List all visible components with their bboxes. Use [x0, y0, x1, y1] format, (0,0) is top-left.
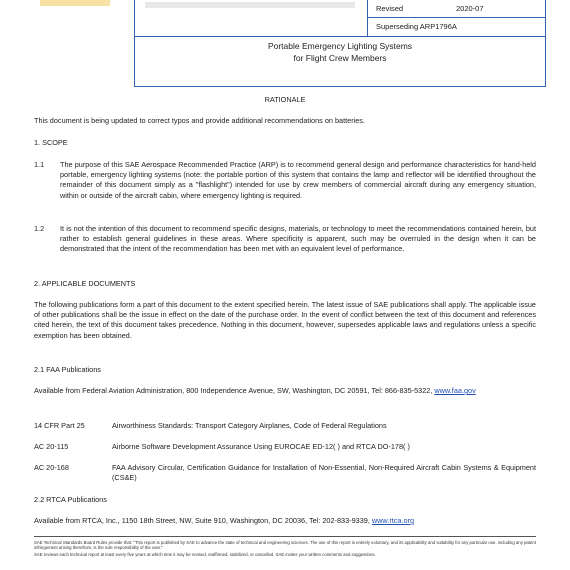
footer-divider	[34, 536, 536, 537]
faa-ref-1-id: 14 CFR Part 25	[34, 421, 85, 430]
superseding-row	[368, 18, 545, 35]
faa-ref-3-title: FAA Advisory Circular, Certification Guidance for Installation of Non-Essential, Non-Required Aircraft Cabin Systems & Equipment (CS&E)	[112, 463, 536, 483]
faa-ref-2-title: Airborne Software Development Assurance Using EUROCAE ED-12( ) and RTCA DO-178( )	[112, 442, 410, 451]
header-blurred-text	[145, 2, 355, 8]
title-line-2: for Flight Crew Members	[293, 53, 387, 63]
revised-label: Revised	[376, 4, 404, 13]
faa-ref-2-id: AC 20-115	[34, 442, 69, 451]
rtca-publications-heading: 2.2 RTCA Publications	[34, 495, 107, 504]
scope-1-1-number: 1.1	[34, 160, 45, 169]
footer-disclaimer-1: SAE Technical Standards Board Rules provide that: "This report is published by SAE to advance the state of technical and engineering sciences. The use of this report is entirely voluntary, and its applicability and suitability for any particular use, including any patent infringement arising therefrom, is the sole responsibility of the user."	[34, 540, 536, 551]
sae-logo	[40, 0, 110, 6]
applicable-documents-heading: 2. APPLICABLE DOCUMENTS	[34, 279, 136, 288]
rationale-body: This document is being updated to correct typos and provide additional recommendations on batteries.	[34, 116, 365, 125]
faa-website-link[interactable]: www.faa.gov	[434, 386, 476, 395]
document-header	[134, 0, 546, 87]
scope-1-1-text: The purpose of this SAE Aerospace Recommended Practice (ARP) is to recommend general design and performance characteristics for hand-held portable, emergency lighting systems (note: the portable portion of this system that contains the lamp and reflector will be identified throughout the remainder of this document simply as a "flashlight") intended for use by crew members of commercial aircraft during any emergency situation, within or outside of the aircraft cabin, where emergency lighting is required.	[60, 160, 536, 200]
faa-availability	[34, 386, 536, 396]
scope-heading: 1. SCOPE	[34, 138, 68, 147]
header-revision-cell	[368, 0, 545, 37]
header-designation-cell	[135, 0, 368, 37]
rtca-website-link[interactable]: www.rtca.org	[371, 516, 415, 525]
revised-value: 2020-07	[456, 4, 484, 13]
title-line-1: Portable Emergency Lighting Systems	[267, 41, 413, 51]
superseding-text: Superseding ARP1796A	[376, 22, 457, 31]
scope-1-2-text: It is not the intention of this document to recommend specific designs, materials, or technology to meet the recommendations contained herein, but rather to establish general guidelines in these areas. Where specificity is apparent, such may be overruled in the design when it can be demonstrated that the intent of the recommendation has been met with an equivalent level of performance.	[60, 224, 536, 254]
faa-availability-text: Available from Federal Aviation Administration, 800 Independence Avenue, SW, Washington, DC 20591, Tel: 866-835-5322,	[34, 386, 433, 395]
faa-ref-1-title: Airworthiness Standards: Transport Category Airplanes, Code of Federal Regulations	[112, 421, 387, 430]
rtca-availability-text: Available from RTCA, Inc., 1150 18th Street, NW, Suite 910, Washington, DC 20036, Tel: 202-833-9339,	[34, 516, 370, 525]
revised-row	[368, 0, 545, 18]
faa-publications-heading: 2.1 FAA Publications	[34, 365, 101, 374]
rtca-availability	[34, 516, 536, 526]
scope-1-2-number: 1.2	[34, 224, 45, 233]
document-title	[135, 40, 545, 64]
footer-disclaimer-2: SAE reviews each technical report at least every five years at which time it may be revised, reaffirmed, stabilized, or cancelled. SAE invites your written comments and suggestions.	[34, 552, 376, 557]
applicable-documents-body: The following publications form a part of this document to the extent specified herein. The latest issue of SAE publications shall apply. The applicable issue of other publications shall be the issue in effect on the date of the purchase order. In the event of conflict between the text of this document and references cited herein, the text of this document takes precedence. Nothing in this document, however, supersedes applicable laws and regulations unless a specific exemption has been obtained.	[34, 300, 536, 340]
rationale-heading: RATIONALE	[264, 95, 306, 104]
faa-ref-3-id: AC 20-168	[34, 463, 69, 472]
